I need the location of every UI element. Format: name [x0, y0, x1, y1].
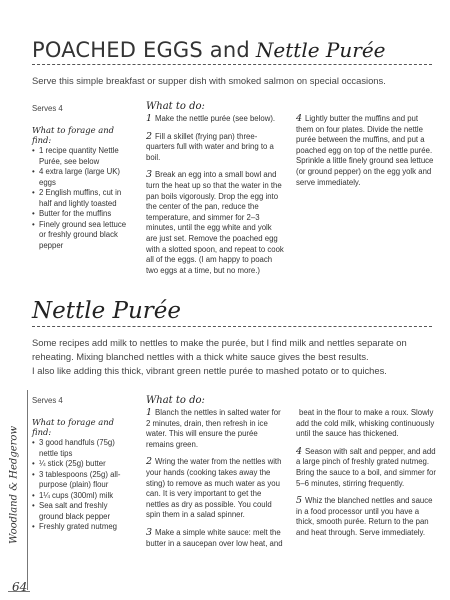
chapter-side-text: Woodland & Hedgerow — [8, 425, 20, 545]
step-text: Blanch the nettles in salted water for 2 minutes, drain, then refresh in ice water. This will ensure the purée remains green. — [146, 408, 281, 449]
step-text: Break an egg into a small bowl and turn the heat up so that the water in the pan boils vigorously. Drop the egg into the center of the pan, reduce the temperature, and simmer for 2–3 minutes, until the egg white and yolk are just set. Remove the poached egg with a slotted spoon, and repeat to cook all of the eggs. (I am happy to poach two eggs at a time, but no more.) — [146, 170, 284, 275]
step-text: Fill a skillet (frying pan) three-quarters full with water and bring to a boil. — [146, 131, 274, 162]
method-step — [296, 447, 436, 489]
ingredient-item: • Sea salt and freshly ground black pepper — [32, 501, 132, 522]
section-title: Nettle Purée — [32, 298, 182, 324]
method-step — [296, 114, 436, 188]
ingredients — [32, 146, 132, 251]
ingredient-item: • 3 good handfuls (75g) nettle tips — [32, 438, 132, 459]
method-step — [146, 170, 284, 276]
method-step — [146, 132, 284, 164]
ingredient-item: • Freshly grated nutmeg — [32, 522, 132, 533]
step-number: 5 — [296, 495, 303, 507]
page-number: 64 — [12, 580, 28, 594]
step-text: Season with salt and pepper, and add a large pinch of freshly grated nutmeg. Bring the sauce to a boil, and simmer for 5–6 minutes, stirring frequently. — [296, 446, 436, 488]
step-text: Whiz the blanched nettles and sauce in a food processor until you have a thick, smooth purée. Return to the pan and heat through. Serve immediately. — [296, 496, 433, 537]
ingredients-list — [32, 125, 132, 251]
chapter-side-label — [4, 400, 24, 570]
dashed-divider — [32, 326, 432, 327]
ingredient-item: • 3 tablespoons (25g) all-purpose (plain) flour — [32, 470, 132, 491]
recipe-title — [32, 38, 430, 62]
method-step — [296, 496, 436, 538]
recipe-title-script: Nettle Purée — [255, 38, 386, 62]
method-step — [146, 528, 284, 549]
step-number: 2 — [146, 456, 153, 468]
step-text: Lightly butter the muffins and put them on four plates. Divide the nettle purée between the muffins, and put a poached egg on top of the nettle purée. Sprinkle a little finely ground sea lettuce (or ground pepper) on the egg yolk and serve immediately. — [296, 114, 434, 187]
ingredients-list — [32, 417, 132, 533]
page-number-rule — [8, 591, 30, 592]
ingredient-item: • ¼ stick (25g) butter — [32, 459, 132, 470]
method-step — [146, 457, 284, 521]
serves-label: Serves 4 — [32, 104, 63, 113]
step-number: 4 — [296, 445, 303, 457]
method-heading: What to do: — [146, 395, 205, 406]
step-number: 3 — [146, 526, 153, 538]
recipe-intro: Serve this simple breakfast or supper dish with smoked salmon on special occasions. — [32, 75, 386, 86]
method-step — [296, 408, 436, 440]
method-column-1 — [146, 114, 284, 283]
serves-label: Serves 4 — [32, 396, 63, 405]
method-column-2 — [296, 114, 436, 195]
recipe-intro — [32, 336, 437, 378]
step-text: Wring the water from the nettles with your hands (cooking takes away the sting) to remove as much water as you can. It is very important to get the nettles as dry as possible. You could spin them in a salad spinner. — [146, 457, 282, 520]
margin-rule — [27, 390, 28, 590]
ingredient-item: • 2 English muffins, cut in half and lightly toasted — [32, 188, 132, 209]
ingredients-heading: What to forage and find: — [32, 417, 114, 437]
method-step — [146, 408, 284, 450]
intro-paragraph: I also like adding this thick, vibrant green nettle purée to mashed potato or to quiches. — [32, 365, 387, 376]
intro-paragraph: Some recipes add milk to nettles to make the purée, but I find milk and nettles separate on reheating. Mixing blanched nettles with a thick white sauce gives the best results. — [32, 337, 407, 362]
recipe-title-main: POACHED EGGS and — [32, 38, 250, 62]
step-number: 1 — [146, 113, 153, 124]
ingredients — [32, 438, 132, 533]
step-text: Make the nettle purée (see below). — [155, 114, 276, 123]
ingredient-item: • 1¼ cups (300ml) milk — [32, 491, 132, 502]
step-number: 3 — [146, 169, 153, 181]
ingredient-item: • Finely ground sea lettuce or freshly ground black pepper — [32, 220, 132, 252]
step-number: 1 — [146, 407, 153, 418]
ingredient-item: • Butter for the muffins — [32, 209, 132, 220]
ingredient-item: • 4 extra large (large UK) eggs — [32, 167, 132, 188]
step-text: beat in the flour to make a roux. Slowly add the cold milk, whisking continuously until the sauce has thickened. — [296, 408, 435, 439]
dashed-divider — [32, 64, 432, 65]
step-number: 4 — [296, 113, 303, 124]
step-text: Make a simple white sauce: melt the butter in a saucepan over low heat, and — [146, 527, 283, 548]
ingredients-heading: What to forage and find: — [32, 125, 114, 145]
method-column-1 — [146, 408, 284, 556]
method-step — [146, 114, 284, 125]
step-number: 2 — [146, 130, 153, 142]
method-column-2 — [296, 408, 436, 546]
ingredient-item: • 1 recipe quantity Nettle Purée, see below — [32, 146, 132, 167]
method-heading: What to do: — [146, 101, 205, 112]
